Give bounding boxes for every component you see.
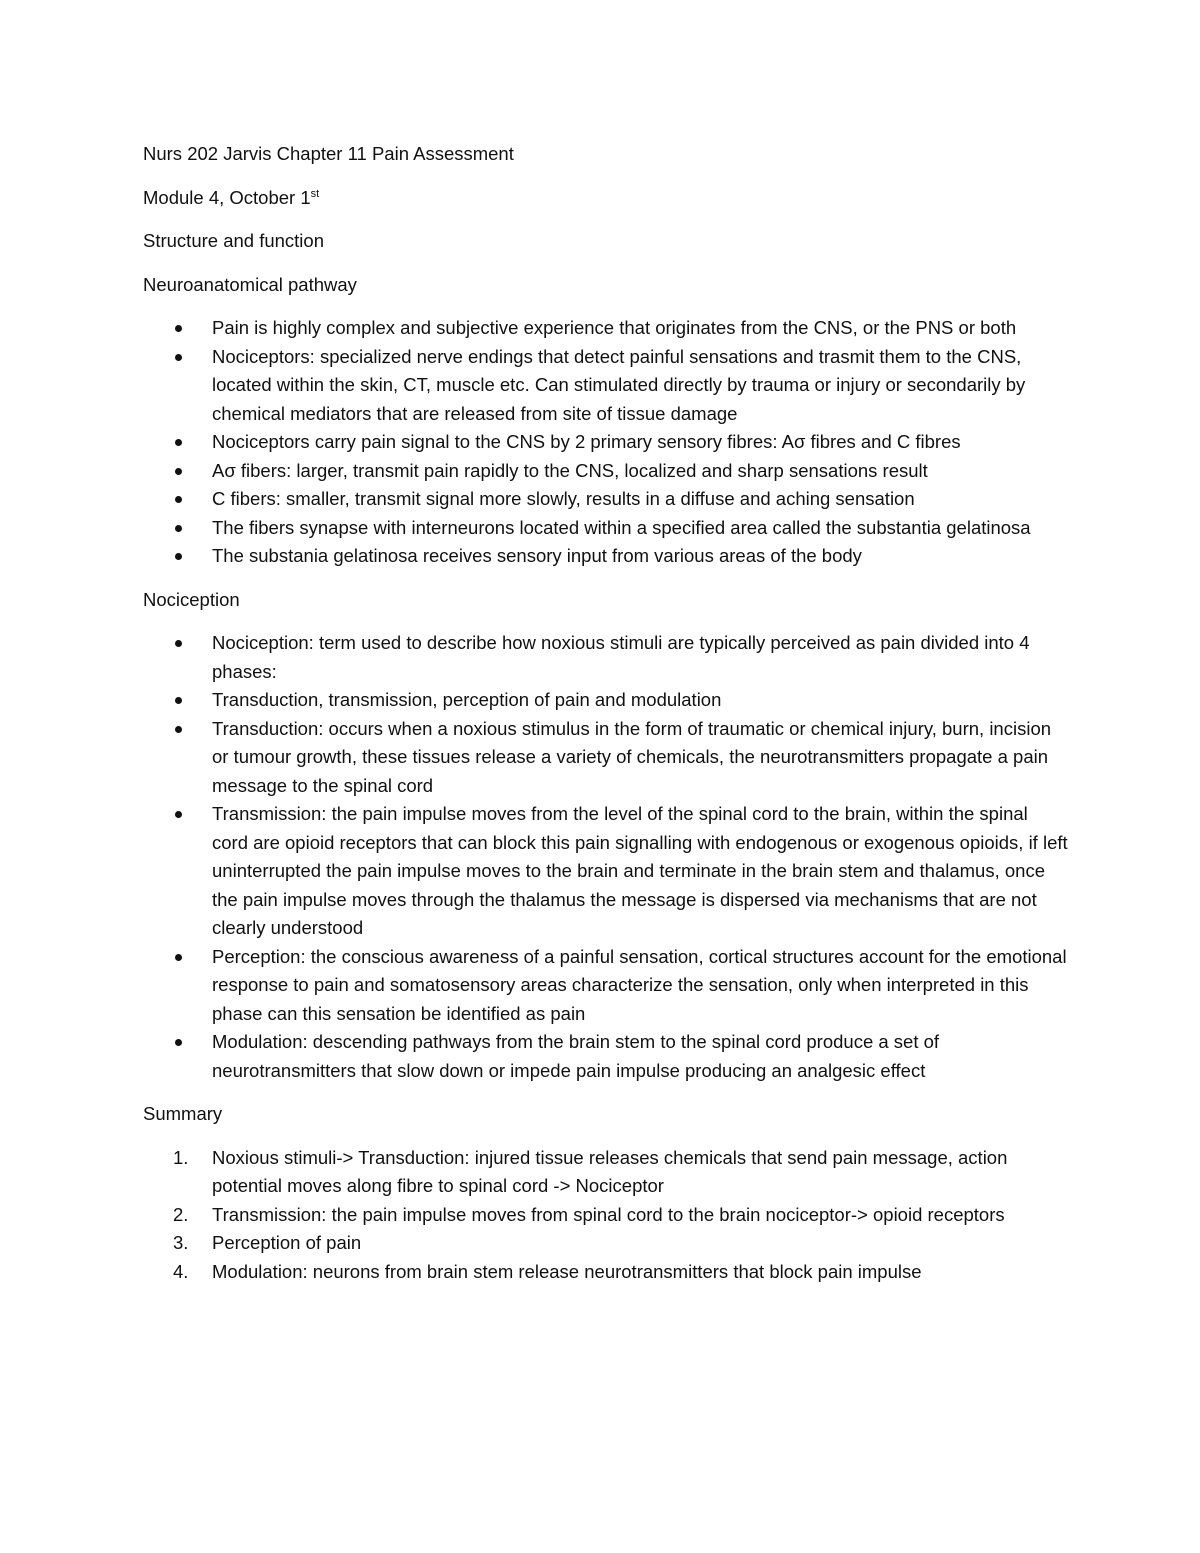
item-number: 4. — [173, 1260, 189, 1282]
item-number: 2. — [173, 1203, 189, 1225]
bullet-item: The substania gelatinosa receives sensory input from various areas of the body — [143, 542, 1068, 571]
bullet-item: Pain is highly complex and subjective experience that originates from the CNS, or the PNS or both — [143, 314, 1068, 343]
numbered-item — [143, 1201, 1068, 1230]
item-text: Modulation: neurons from brain stem release neurotransmitters that block pain impulse — [212, 1260, 922, 1282]
date-superscript: st — [310, 187, 320, 200]
item-text: Noxious stimuli-> Transduction: injured tissue releases chemicals that send pain message, action potential moves along fibre to spinal cord -> Nociceptor — [212, 1146, 1008, 1196]
section-heading-neuroanatomical: Neuroanatomical pathway — [143, 273, 357, 295]
summary-numbered-list — [143, 1144, 1068, 1287]
section-heading-structure: Structure and function — [143, 230, 324, 251]
numbered-item — [143, 1258, 1068, 1287]
bullet-item: Perception: the conscious awareness of a painful sensation, cortical structures account for the emotional response to pain and somatosensory areas characterize the sensation, only when interpreted in this phase can this sensation be identified as pain — [143, 943, 1068, 1029]
bullet-item: Nociceptors carry pain signal to the CNS by 2 primary sensory fibres: Aσ fibres and C fibres — [143, 428, 1068, 457]
numbered-item — [143, 1229, 1068, 1258]
bullet-item: Nociception: term used to describe how noxious stimuli are typically perceived as pain divided into 4 phases: — [143, 629, 1068, 686]
item-number: 3. — [173, 1232, 189, 1253]
item-text: Perception of pain — [212, 1232, 362, 1253]
neuroanatomical-bullet-list — [143, 314, 1068, 571]
numbered-item — [143, 1144, 1068, 1201]
section-heading-nociception: Nociception — [143, 588, 240, 610]
bullet-item: Transmission: the pain impulse moves from the level of the spinal cord to the brain, within the spinal cord are opioid receptors that can block this pain signalling with endogenous or exogenous opioids, if left uninterrupted the pain impulse moves to the brain and terminate in the brain stem and thalamus, once the pain impulse moves through the thalamus the message is dispersed via mechanisms that are not clearly understood — [143, 800, 1068, 943]
bullet-item: Transduction: occurs when a noxious stimulus in the form of traumatic or chemical injury, burn, incision or tumour growth, these tissues release a variety of chemicals, the neurotransmitters propagate a pain message to the spinal cord — [143, 715, 1068, 801]
module-line — [143, 184, 1068, 213]
bullet-item: The fibers synapse with interneurons located within a specified area called the substantia gelatinosa — [143, 514, 1068, 543]
nociception-bullet-list — [143, 629, 1068, 1085]
document-page — [143, 140, 1068, 1301]
bullet-item: Nociceptors: specialized nerve endings that detect painful sensations and trasmit them to the CNS, located within the skin, CT, muscle etc. Can stimulated directly by trauma or injury or secondarily by chemical mediators that are released from site of tissue damage — [143, 343, 1068, 429]
bullet-item: Modulation: descending pathways from the brain stem to the spinal cord produce a set of neurotransmitters that slow down or impede pain impulse producing an analgesic effect — [143, 1028, 1068, 1085]
module-date: Module 4, October 1 — [143, 186, 311, 208]
item-text: Transmission: the pain impulse moves from spinal cord to the brain nociceptor-> opioid receptors — [212, 1203, 1005, 1225]
document-title: Nurs 202 Jarvis Chapter 11 Pain Assessment — [143, 143, 514, 164]
bullet-item: Transduction, transmission, perception of pain and modulation — [143, 686, 1068, 715]
bullet-item: Aσ fibers: larger, transmit pain rapidly to the CNS, localized and sharp sensations result — [143, 457, 1068, 486]
bullet-item: C fibers: smaller, transmit signal more slowly, results in a diffuse and aching sensation — [143, 485, 1068, 514]
item-number: 1. — [173, 1146, 189, 1168]
section-heading-summary: Summary — [143, 1103, 223, 1124]
